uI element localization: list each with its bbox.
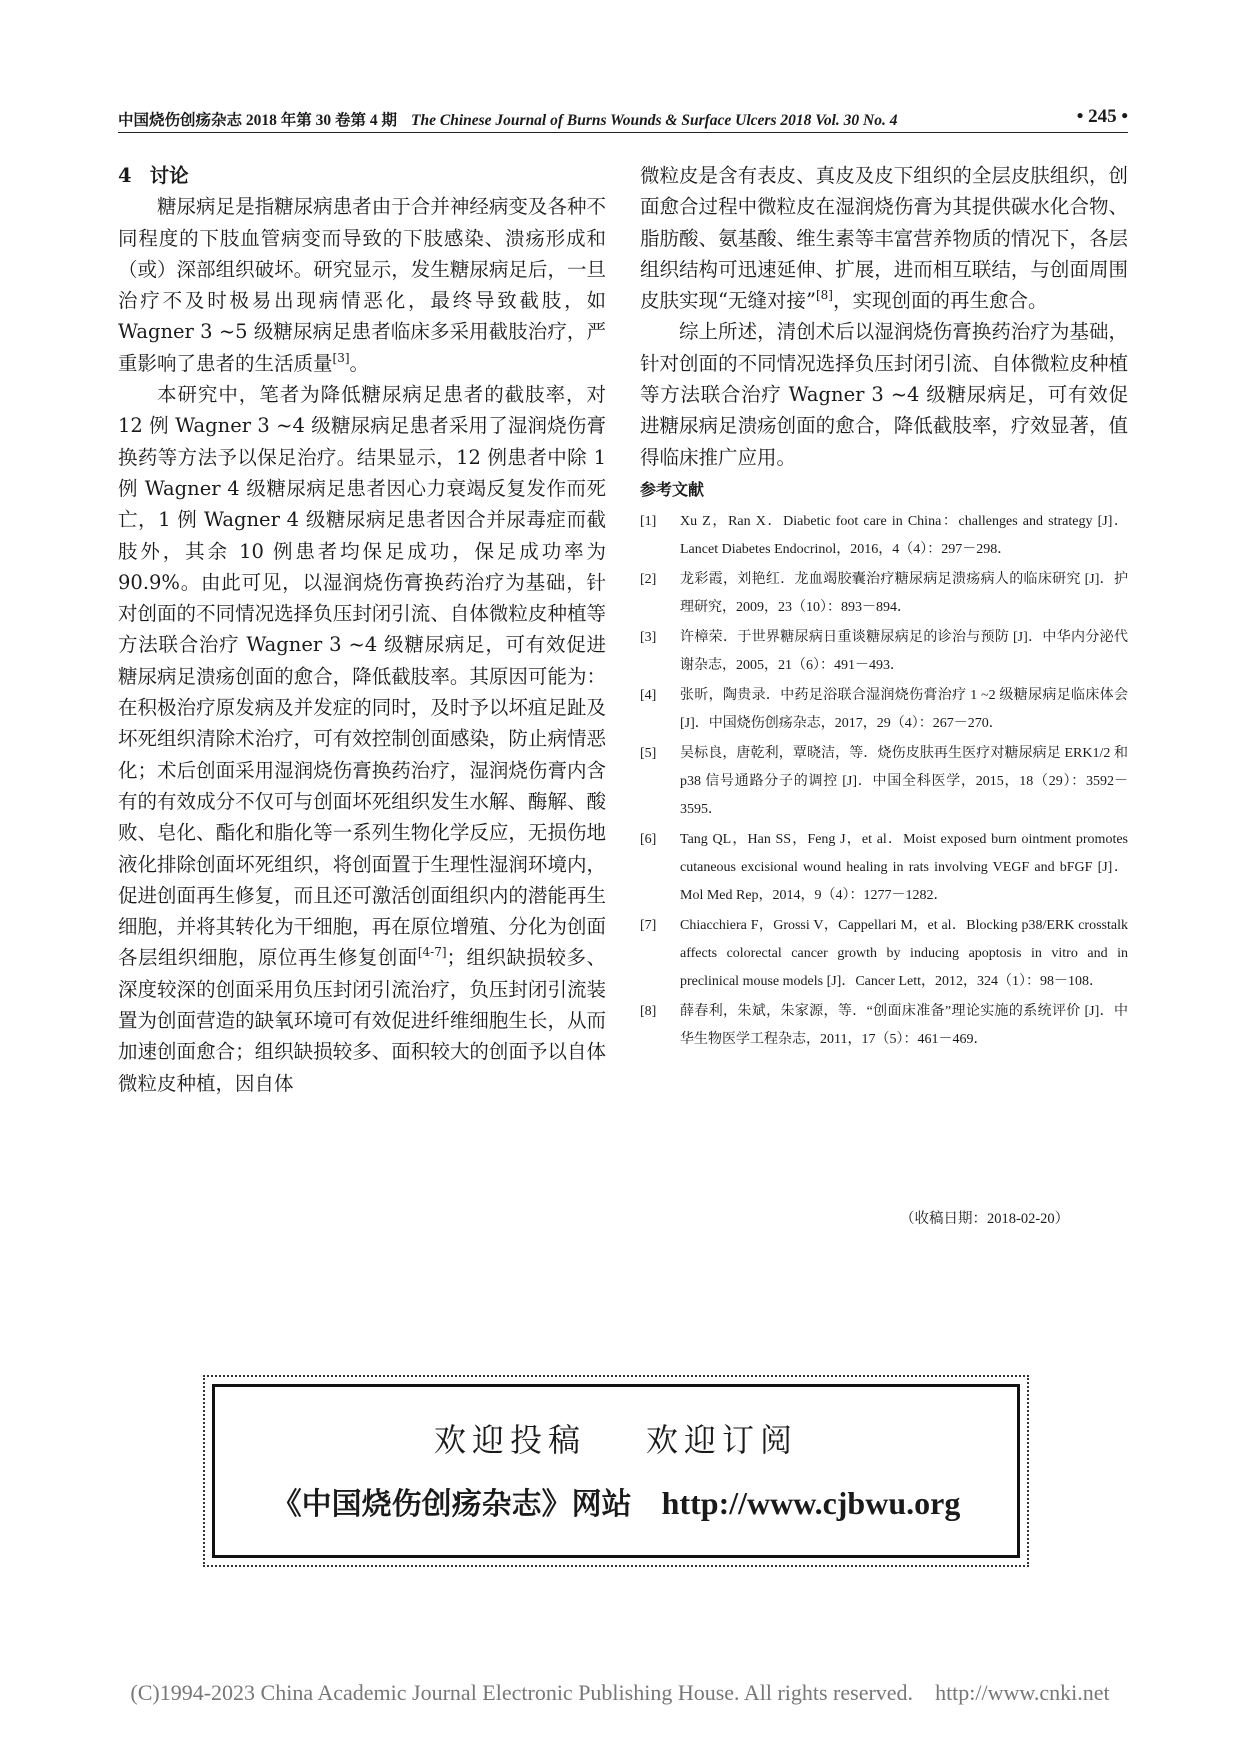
- reference-number: [6]: [640, 831, 657, 847]
- paragraph-text: ；组织缺损较多、深度较深的创面采用负压封闭引流治疗，负压封闭引流装置为创面营造的缺氧环境可有效促进纤维细胞生长，从而加速创面愈合；组织缺损较多、面积较大的创面予以自体微粒皮种植，因自体: [118, 946, 606, 1095]
- section-heading: [118, 160, 606, 191]
- journal-title-cn: 中国烧伤创疡杂志 2018 年第 30 卷第 4 期: [118, 112, 398, 129]
- reference-number: [1]: [640, 513, 657, 529]
- paragraph: [118, 191, 606, 379]
- right-column: [640, 160, 1128, 1056]
- section-number: 4: [118, 164, 132, 187]
- reference-item: [640, 508, 1128, 564]
- reference-item: [640, 682, 1128, 738]
- reference-item: [640, 566, 1128, 622]
- citation: [3]: [332, 350, 350, 365]
- notice-welcome-line: [215, 1415, 1017, 1461]
- welcome-submit-text: 欢迎投稿: [433, 1421, 586, 1459]
- citation: [4-7]: [417, 945, 447, 960]
- reference-text: 吴标良，唐乾利，覃晓洁，等．烧伤皮肤再生医疗对糖尿病足 ERK1/2 和 p38 信号通路分子的调控 [J]．中国全科医学，2015，18（29）：3592－3595．: [680, 745, 1128, 817]
- reference-number: [4]: [640, 687, 657, 703]
- reference-item: [640, 624, 1128, 680]
- reference-text: Chiacchiera F，Grossi V，Cappellari M，et al．Blocking p38/ERK crosstalk affects colorectal cancer growth by inducing apoptosis in vitro and in preclinical mouse models [J]．Cancer Lett，2012，324（1）：98－108．: [680, 917, 1128, 989]
- reference-number: [3]: [640, 629, 657, 645]
- reference-list: [640, 508, 1128, 1054]
- reference-number: [8]: [640, 1003, 657, 1019]
- paragraph-text: 综上所述，清创术后以湿润烧伤膏换药治疗为基础，针对创面的不同情况选择负压封闭引流、自体微粒皮种植等方法联合治疗 Wagner 3 ~4 级糖尿病足，可有效促进糖尿病足溃疡创面的愈合，降低截肢率，疗效显著，值得临床推广应用。: [640, 320, 1128, 469]
- journal-title-en: The Chinese Journal of Burns Wounds & Surface Ulcers 2018 Vol. 30 No. 4: [411, 112, 898, 129]
- reference-number: [5]: [640, 745, 657, 761]
- reference-item: [640, 912, 1128, 996]
- notice-website-line: [215, 1479, 1017, 1523]
- header-journal: [118, 108, 898, 130]
- website-label: 《中国烧伤创疡杂志》网站: [271, 1487, 632, 1522]
- paragraph-text: 微粒皮是含有表皮、真皮及皮下组织的全层皮肤组织，创面愈合过程中微粒皮在湿润烧伤膏为其提供碳水化合物、脂肪酸、氨基酸、维生素等丰富营养物质的情况下，各层组织结构可迅速延伸、扩展，进而相互联结，与创面周围皮肤实现“无缝对接”: [640, 164, 1128, 313]
- copyright-text: (C)1994-2023 China Academic Journal Electronic Publishing House. All rights reserved.: [130, 1680, 914, 1705]
- paragraph-text: 。: [349, 351, 370, 375]
- welcome-subscribe-text: 欢迎订阅: [646, 1421, 799, 1459]
- paragraph: [640, 316, 1128, 472]
- reference-number: [7]: [640, 917, 657, 933]
- page-number: • 245 •: [1076, 106, 1128, 127]
- reference-text: 薛春利，朱斌，朱家源，等．“创面床准备”理论实施的系统评价 [J]．中华生物医学工程杂志，2011，17（5）：461－469．: [680, 1003, 1128, 1047]
- citation: [8]: [815, 288, 833, 303]
- reference-text: 许樟荣．于世界糖尿病日重谈糖尿病足的诊治与预防 [J]．中华内分泌代谢杂志，2005，21（6）：491－493．: [680, 629, 1128, 673]
- paragraph: [640, 160, 1128, 316]
- reference-text: Xu Z，Ran X．Diabetic foot care in China：challenges and strategy [J]．Lancet Diabetes Endocrinol，2016，4（4）：297－298．: [680, 513, 1128, 557]
- reference-item: [640, 826, 1128, 910]
- journal-notice-box: [212, 1384, 1020, 1558]
- section-title: 讨论: [149, 164, 189, 187]
- reference-number: [2]: [640, 571, 657, 587]
- copyright-watermark: [0, 1680, 1240, 1706]
- reference-text: 张昕，陶贵录．中药足浴联合湿润烧伤膏治疗 1 ~2 级糖尿病足临床体会 [J]．中国烧伤创疡杂志，2017，29（4）：267－270．: [680, 687, 1128, 731]
- paragraph-text: 糖尿病足是指糖尿病患者由于合并神经病变及各种不同程度的下肢血管病变而导致的下肢感染、溃疡形成和（或）深部组织破坏。研究显示，发生糖尿病足后，一旦治疗不及时极易出现病情恶化，最终导致截肢，如 Wagner 3 ~5 级糖尿病足患者临床多采用截肢治疗，严重影响了患者的生活质量: [118, 195, 606, 375]
- paragraph: [118, 379, 606, 1099]
- running-header: [118, 106, 1128, 133]
- website-url: http://www.cjbwu.org: [661, 1485, 961, 1521]
- paragraph-text: ，实现创面的再生愈合。: [832, 289, 1048, 313]
- references-heading: 参考文献: [640, 479, 705, 499]
- reference-text: Tang QL，Han SS，Feng J，et al．Moist exposed burn ointment promotes cutaneous excisional wound healing in rats involving VEGF and bFGF [J]．Mol Med Rep，2014，9（4）：1277－1282．: [680, 831, 1128, 903]
- reference-item: [640, 740, 1128, 824]
- cnki-site: http://www.cnki.net: [935, 1680, 1110, 1705]
- paragraph-text: 本研究中，笔者为降低糖尿病足患者的截肢率，对 12 例 Wagner 3 ~4 级糖尿病足患者采用了湿润烧伤膏换药等方法予以保足治疗。结果显示，12 例患者中除 1 例 Wagner 4 级糖尿病足患者因心力衰竭反复发作而死亡，1 例 Wagner 4 级糖尿病足患者因合并尿毒症而截肢外，其余 10 例患者均保足成功，保足成功率为 90.9%。由此可见，以湿润烧伤膏换药治疗为基础，针对创面的不同情况选择负压封闭引流、自体微粒皮种植等方法联合治疗 Wagner 3 ~4 级糖尿病足，可有效促进糖尿病足溃疡创面的愈合，降低截肢率。其原因可能为：在积极治疗原发病及并发症的同时，及时予以坏疽足趾及坏死组织清除术治疗，可有效控制创面感染，防止病情恶化；术后创面采用湿润烧伤膏换药治疗，湿润烧伤膏内含有的有效成分不仅可与创面坏死组织发生水解、酶解、酸败、皂化、酯化和脂化等一系列生物化学反应，无损伤地液化排除创面坏死组织，将创面置于生理性湿润环境内，促进创面再生修复，而且还可激活创面组织内的潜能再生细胞，并将其转化为干细胞，再在原位增殖、分化为创面各层组织细胞，原位再生修复创面: [118, 383, 606, 970]
- left-column: [118, 160, 606, 1099]
- reference-text: 龙彩霞，刘艳红．龙血竭胶囊治疗糖尿病足溃疡病人的临床研究 [J]．护理研究，2009，23（10）：893－894．: [680, 571, 1128, 615]
- reference-item: [640, 998, 1128, 1054]
- received-date: （收稿日期：2018-02-20）: [900, 1211, 1070, 1227]
